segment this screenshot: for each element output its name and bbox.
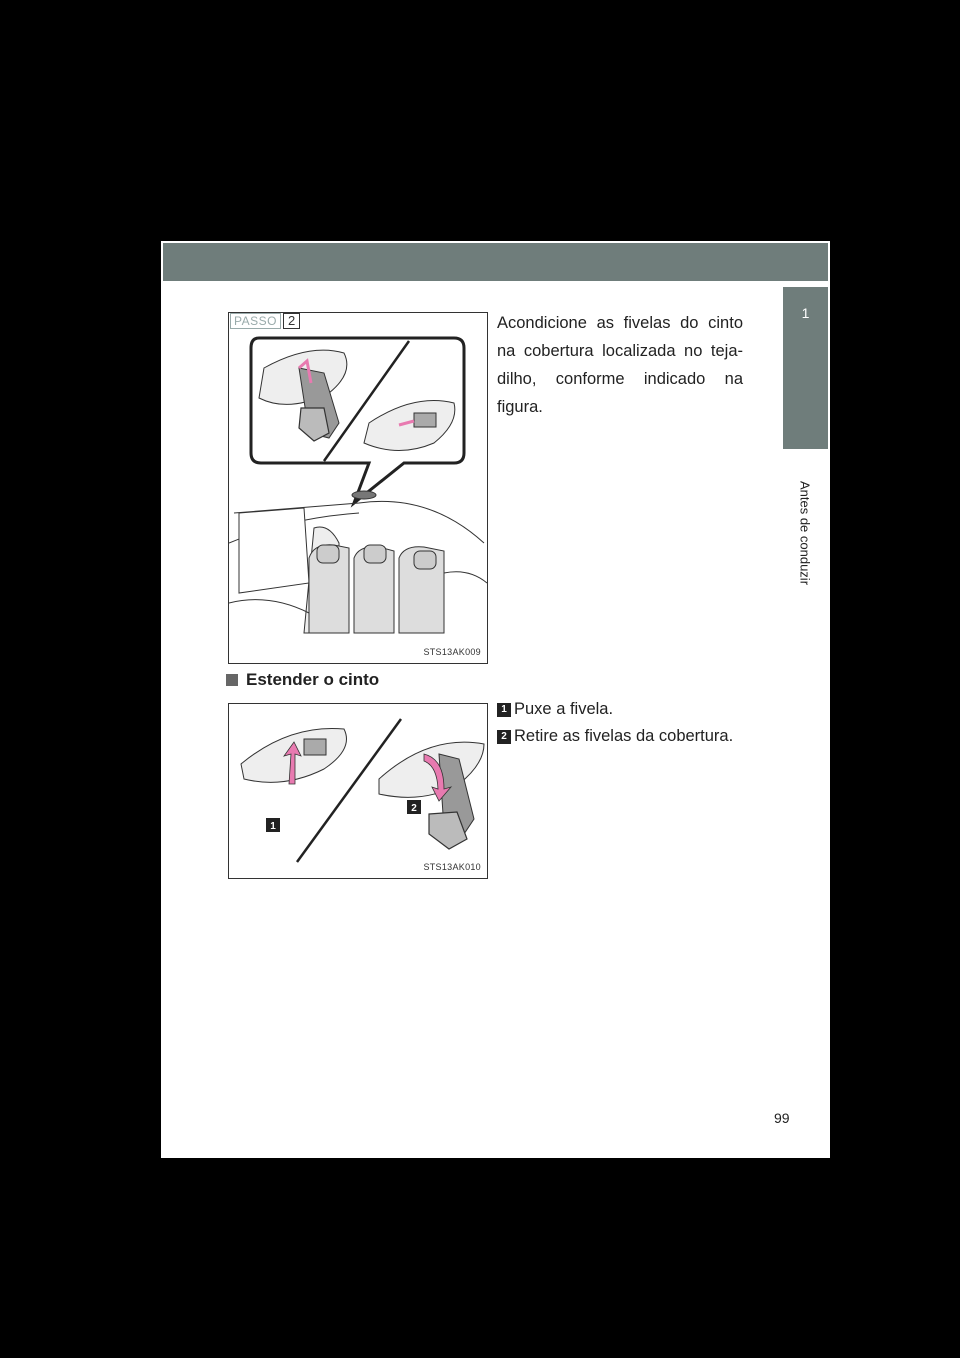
step-illustration	[229, 313, 487, 663]
step-item	[497, 700, 613, 719]
step-text: Retire as fivelas da cobertura.	[514, 727, 734, 745]
chapter-label: Antes de conduzir	[797, 480, 813, 586]
section-heading	[226, 670, 379, 690]
callout-1: 1	[270, 821, 276, 832]
page-number: 99	[774, 1110, 790, 1126]
bullet-square-icon	[226, 674, 238, 686]
step-word: PASSO	[230, 313, 281, 329]
step-figure	[228, 312, 488, 664]
figure-code: STS13AK009	[423, 647, 481, 657]
chapter-number: 1	[801, 305, 810, 321]
step-item	[497, 727, 733, 746]
extend-figure	[228, 703, 488, 879]
chapter-tab	[783, 287, 828, 449]
step-badge	[230, 313, 300, 329]
figure-code: STS13AK010	[423, 862, 481, 872]
step-number: 2	[283, 313, 300, 329]
section-title: Estender o cinto	[246, 670, 380, 689]
step-description: Acondicione as fivelas do cinto na cobertura localizada no teja-dilho, conforme indicado na figura.	[497, 314, 743, 416]
step-num-badge: 1	[497, 703, 511, 717]
extend-illustration	[229, 704, 487, 878]
step-text: Puxe a fivela.	[514, 700, 614, 718]
step-num-badge: 2	[497, 730, 511, 744]
callout-2: 2	[411, 803, 417, 814]
header-bar	[163, 243, 828, 281]
